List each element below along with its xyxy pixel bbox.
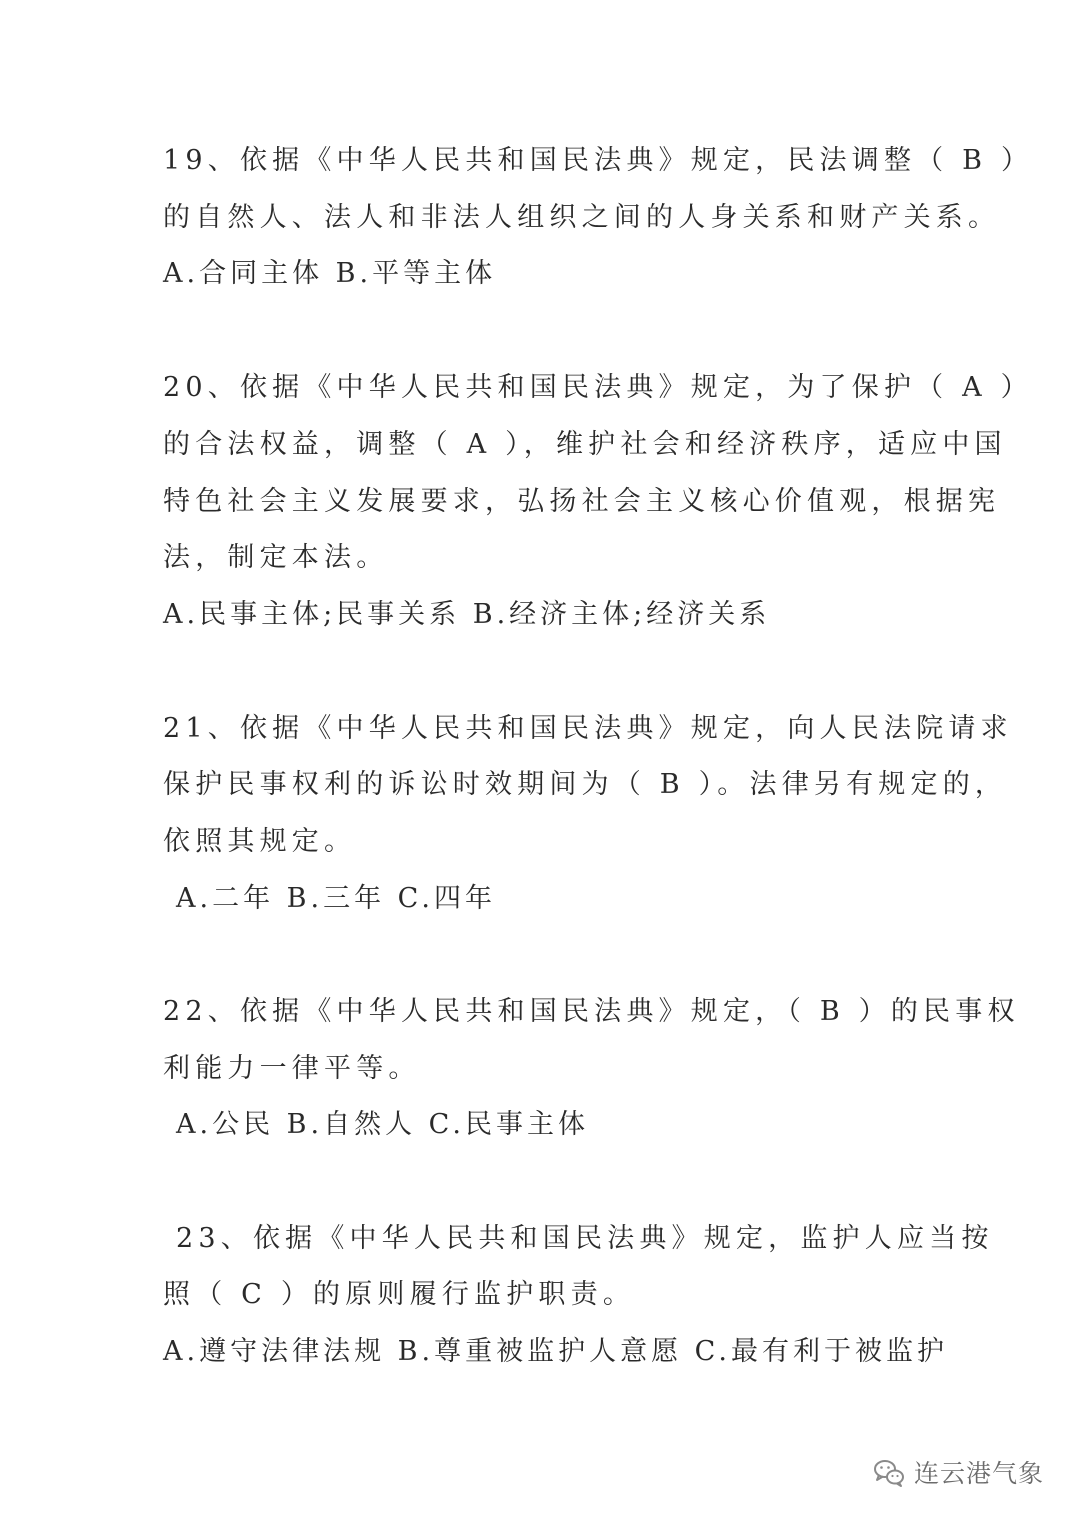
question-20-options: A.民事主体;民事关系 B.经济主体;经济关系: [163, 599, 771, 630]
watermark-text: 连云港气象: [914, 1459, 1045, 1488]
question-21-line-2: 保护民事权利的诉讼时效期间为（ B ）。法律另有规定的，: [163, 769, 1008, 800]
question-21-line-3: 依照其规定。: [163, 826, 357, 857]
question-20-line-3: 特色社会主义发展要求，弘扬社会主义核心价值观，根据宪: [163, 486, 1001, 517]
wechat-icon: [872, 1455, 906, 1489]
question-23-options: A.遵守法律法规 B.尊重被监护人意愿 C.最有利于被监护: [163, 1336, 948, 1367]
question-19-options: A.合同主体 B.平等主体: [163, 258, 497, 289]
question-21-options: A.二年 B.三年 C.四年: [176, 883, 496, 914]
question-19-line-1: 19、依据《中华人民共和国民法典》规定，民法调整（ B ）: [163, 145, 1034, 176]
question-22-line-1: 22、依据《中华人民共和国民法典》规定，（ B ）的民事权: [163, 996, 1020, 1027]
question-19-line-2: 的自然人、法人和非法人组织之间的人身关系和财产关系。: [163, 202, 1001, 233]
question-22-line-2: 利能力一律平等。: [163, 1053, 421, 1084]
question-21-line-1: 21、依据《中华人民共和国民法典》规定，向人民法院请求: [163, 713, 1013, 744]
question-23-line-2: 照（ C ）的原则履行监护职责。: [163, 1279, 636, 1310]
account-watermark: [872, 1454, 1044, 1490]
question-23-line-1: 23、依据《中华人民共和国民法典》规定，监护人应当按: [176, 1223, 994, 1254]
question-20-line-2: 的合法权益，调整（ A ），维护社会和经济秩序，适应中国: [163, 429, 1007, 460]
question-20-line-4: 法，制定本法。: [163, 542, 389, 573]
question-22-options: A.公民 B.自然人 C.民事主体: [176, 1109, 589, 1140]
question-20-line-1: 20、依据《中华人民共和国民法典》规定，为了保护（ A ）: [163, 372, 1033, 403]
